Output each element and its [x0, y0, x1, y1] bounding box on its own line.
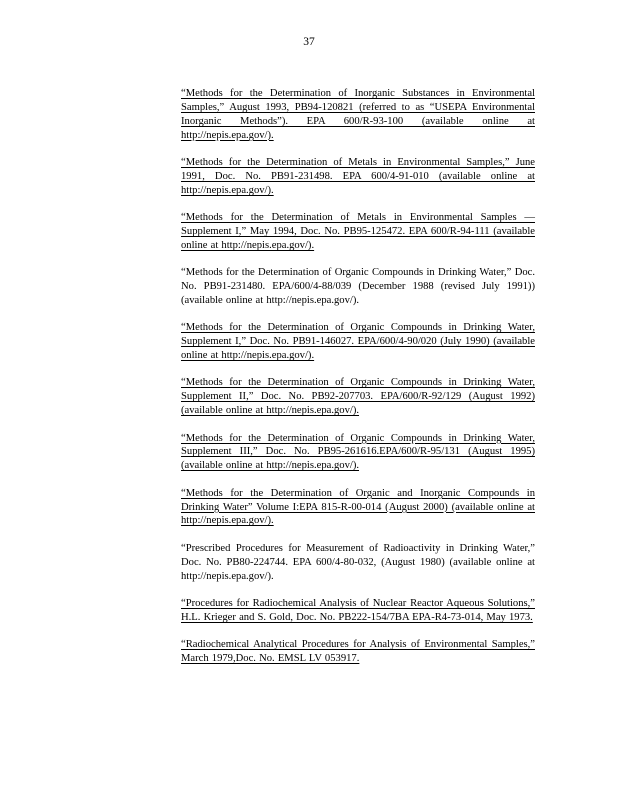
page-number: 37: [303, 36, 315, 48]
reference-list: [181, 87, 535, 679]
reference-entry: “Prescribed Procedures for Measurement of Radioactivity in Drinking Water,” Doc. No. PB80-224744. EPA 600/4-80-032, (August 1980) (available online at http://nepis.epa.gov/).: [181, 542, 535, 582]
reference-entry: “Methods for the Determination of Metals in Environmental Samples — Supplement I,” May 1994, Doc. No. PB95-125472. EPA 600/R-94-111 (available online at http://nepis.epa.gov/).: [181, 212, 535, 251]
reference-entry: “Methods for the Determination of Inorganic Substances in Environmental Samples,” August 1993, PB94-120821 (referred to as “USEPA Environmental Inorganic Methods”). EPA 600/R-93-100 (available online at http://nepis.epa.gov/).: [181, 88, 535, 141]
reference-entry: “Procedures for Radiochemical Analysis of Nuclear Reactor Aqueous Solutions,” H.L. Krieger and S. Gold, Doc. No. PB222-154/7BA EPA-R4-73-014, May 1973.: [181, 597, 535, 623]
reference-entry: “Methods for the Determination of Organic Compounds in Drinking Water, Supplement III,” Doc. No. PB95-261616.EPA/600/R-95/131 (August 1995) (available online at http://nepis.epa.gov/).: [181, 432, 535, 472]
reference-entry: “Methods for the Determination of Organic Compounds in Drinking Water, Supplement II,” Doc. No. PB92-207703. EPA/600/R-92/129 (August 1992) (available online at http://nepis.epa.gov/).: [181, 377, 535, 417]
reference-entry: “Methods for the Determination of Organic and Inorganic Compounds in Drinking Water” Volume I:EPA 815-R-00-014 (August 2000) (available online at http://nepis.epa.gov/).: [181, 487, 535, 527]
reference-entry: “Methods for the Determination of Organic Compounds in Drinking Water, Supplement I,” Doc. No. PB91-146027. EPA/600/4-90/020 (July 1990) (available online at http://nepis.epa.gov/).: [181, 322, 535, 362]
reference-entry: “Methods for the Determination of Metals in Environmental Samples,” June 1991, Doc. No. PB91-231498. EPA 600/4-91-010 (available online at http://nepis.epa.gov/).: [181, 157, 535, 196]
reference-entry: “Methods for the Determination of Organic Compounds in Drinking Water,” Doc. No. PB91-231480. EPA/600/4-88/039 (December 1988 (revised July 1991)) (available online at http://nepis.epa.gov/).: [181, 267, 535, 307]
reference-entry: “Radiochemical Analytical Procedures for Analysis of Environmental Samples,” March 1979,Doc. No. EMSL LV 053917.: [181, 639, 535, 664]
